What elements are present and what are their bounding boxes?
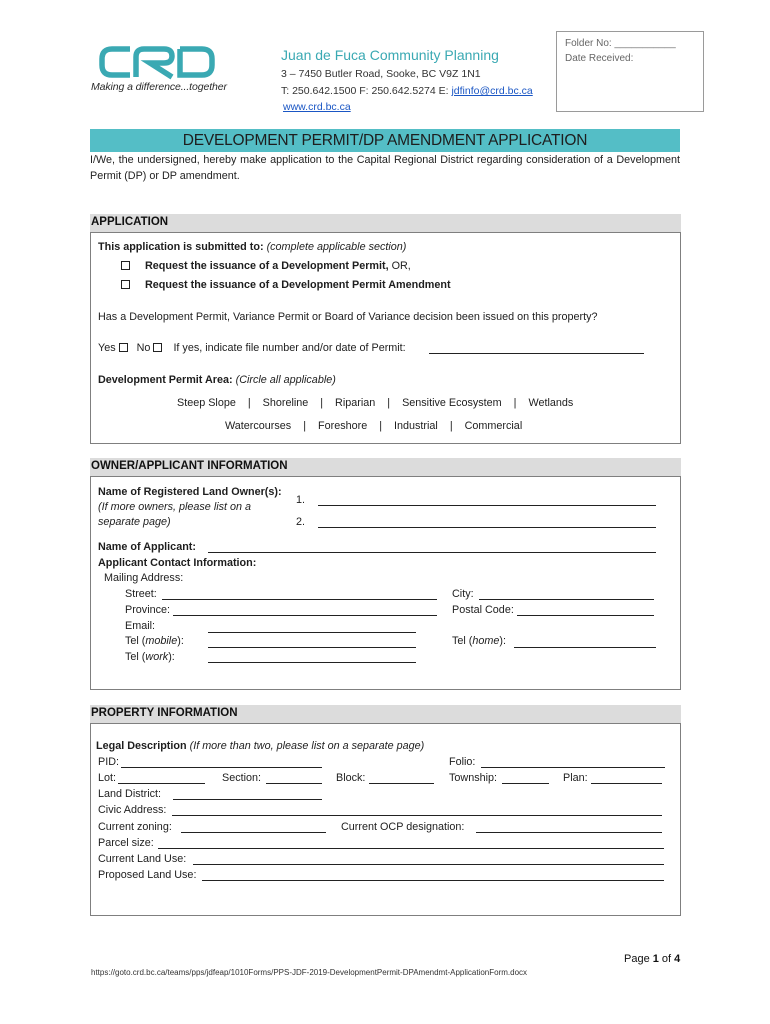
parcel-size-field[interactable] [158, 848, 664, 849]
city-label: City: [452, 588, 474, 600]
dp-area-options-row1[interactable]: Steep Slope | Shoreline | Riparian | Sensitive Ecosystem | Wetlands [177, 397, 574, 409]
dp-checkbox[interactable] [121, 261, 130, 270]
province-label: Province: [125, 604, 171, 616]
applicant-label: Name of Applicant: [98, 541, 196, 553]
postal-label: Postal Code: [452, 604, 514, 616]
land-district-label: Land District: [98, 788, 162, 800]
tel-mobile-label: Tel (mobile): [125, 635, 184, 647]
owner-2-field[interactable] [318, 527, 656, 528]
section-header-property: PROPERTY INFORMATION [90, 705, 681, 723]
township-label: Township: [449, 772, 498, 784]
applicant-field[interactable] [208, 552, 656, 553]
plan-label: Plan: [563, 772, 588, 784]
city-field[interactable] [479, 599, 654, 600]
tel-home-label: Tel (home): [452, 635, 507, 647]
website-link[interactable]: www.crd.bc.ca [283, 101, 351, 113]
owner-2-number: 2. [296, 516, 306, 528]
tel-home-field[interactable] [514, 647, 656, 648]
owner-1-number: 1. [296, 494, 306, 506]
document-path: https://goto.crd.bc.ca/teams/pps/jdfeap/1010Forms/PPS-JDF-2019-DevelopmentPermit-DPAmendmt-ApplicationForm.docx [91, 968, 528, 977]
crd-logo [98, 44, 216, 80]
folder-no-label: Folder No: ___________ [565, 38, 676, 49]
tel-work-field[interactable] [208, 662, 416, 663]
ocp-label: Current OCP designation: [341, 821, 465, 833]
option-dp: Request the issuance of a Development Permit, OR, [121, 260, 411, 272]
email-field[interactable] [208, 632, 416, 633]
page-number: Page 1 of 4 [624, 953, 681, 965]
prior-permit-question: Has a Development Permit, Variance Permit or Board of Variance decision been issued on this property? [98, 311, 598, 323]
plan-field[interactable] [591, 783, 662, 784]
email-link[interactable]: jdfinfo@crd.bc.ca [451, 85, 533, 97]
owners-label: Name of Registered Land Owner(s): [98, 486, 282, 498]
form-title: DEVELOPMENT PERMIT/DP AMENDMENT APPLICATION [182, 132, 588, 149]
land-district-field[interactable] [173, 799, 322, 800]
civic-address-field[interactable] [172, 815, 662, 816]
yes-checkbox[interactable] [119, 343, 128, 352]
current-land-use-field[interactable] [193, 864, 664, 865]
section-header-owner: OWNER/APPLICANT INFORMATION [90, 458, 681, 476]
pid-label: PID: [98, 756, 119, 768]
dp-area-options-row2[interactable]: Watercourses | Foreshore | Industrial | Commercial [225, 420, 523, 432]
owners-note-2: separate page) [98, 516, 171, 528]
no-checkbox[interactable] [153, 343, 162, 352]
proposed-land-use-label: Proposed Land Use: [98, 869, 197, 881]
dp-amendment-checkbox[interactable] [121, 280, 130, 289]
contact-label: Applicant Contact Information: [98, 557, 257, 569]
parcel-size-label: Parcel size: [98, 837, 154, 849]
street-label: Street: [125, 588, 157, 600]
street-field[interactable] [162, 599, 437, 600]
tel-mobile-field[interactable] [208, 647, 416, 648]
owners-note: (If more owners, please list on a [98, 501, 252, 513]
lot-label: Lot: [98, 772, 117, 784]
section-label: Section: [222, 772, 262, 784]
prior-permit-answer: Yes No If yes, indicate file number and/or date of Permit: [98, 342, 406, 354]
permit-number-field[interactable] [429, 353, 644, 354]
office-contact: T: 250.642.1500 F: 250.642.5274 E: jdfinfo@crd.bc.ca [281, 85, 533, 97]
office-address: 3 – 7450 Butler Road, Sooke, BC V9Z 1N1 [281, 68, 481, 80]
postal-field[interactable] [517, 615, 654, 616]
block-field[interactable] [369, 783, 434, 784]
mailing-label: Mailing Address: [104, 572, 184, 584]
current-zoning-label: Current zoning: [98, 821, 172, 833]
tel-work-label: Tel (work): [125, 651, 175, 663]
section-field[interactable] [266, 783, 322, 784]
pid-field[interactable] [121, 767, 322, 768]
current-zoning-field[interactable] [181, 832, 326, 833]
province-field[interactable] [173, 615, 437, 616]
folio-label: Folio: [449, 756, 476, 768]
logo-tagline: Making a difference...together [91, 81, 227, 93]
civic-address-label: Civic Address: [98, 804, 167, 816]
township-field[interactable] [502, 783, 549, 784]
owner-1-field[interactable] [318, 505, 656, 506]
submitted-to-label: This application is submitted to: (complete applicable section) [98, 241, 407, 253]
office-use-box [556, 31, 704, 112]
lot-field[interactable] [118, 783, 205, 784]
legal-description-label: Legal Description (If more than two, please list on a separate page) [96, 740, 425, 752]
office-name: Juan de Fuca Community Planning [281, 47, 499, 63]
block-label: Block: [336, 772, 366, 784]
option-dp-amendment: Request the issuance of a Development Permit Amendment [121, 279, 451, 291]
section-header-application: APPLICATION [90, 214, 681, 232]
ocp-field[interactable] [476, 832, 662, 833]
dp-area-label: Development Permit Area: (Circle all applicable) [98, 374, 336, 386]
intro-text: I/We, the undersigned, hereby make application to the Capital Regional District regarding consideration of a Development Permit (DP) or DP amendment. [90, 154, 680, 182]
current-land-use-label: Current Land Use: [98, 853, 187, 865]
date-received-label: Date Received: [565, 53, 634, 64]
form-title-bar [90, 129, 680, 152]
proposed-land-use-field[interactable] [202, 880, 664, 881]
email-label: Email: [125, 620, 155, 632]
folio-field[interactable] [481, 767, 665, 768]
